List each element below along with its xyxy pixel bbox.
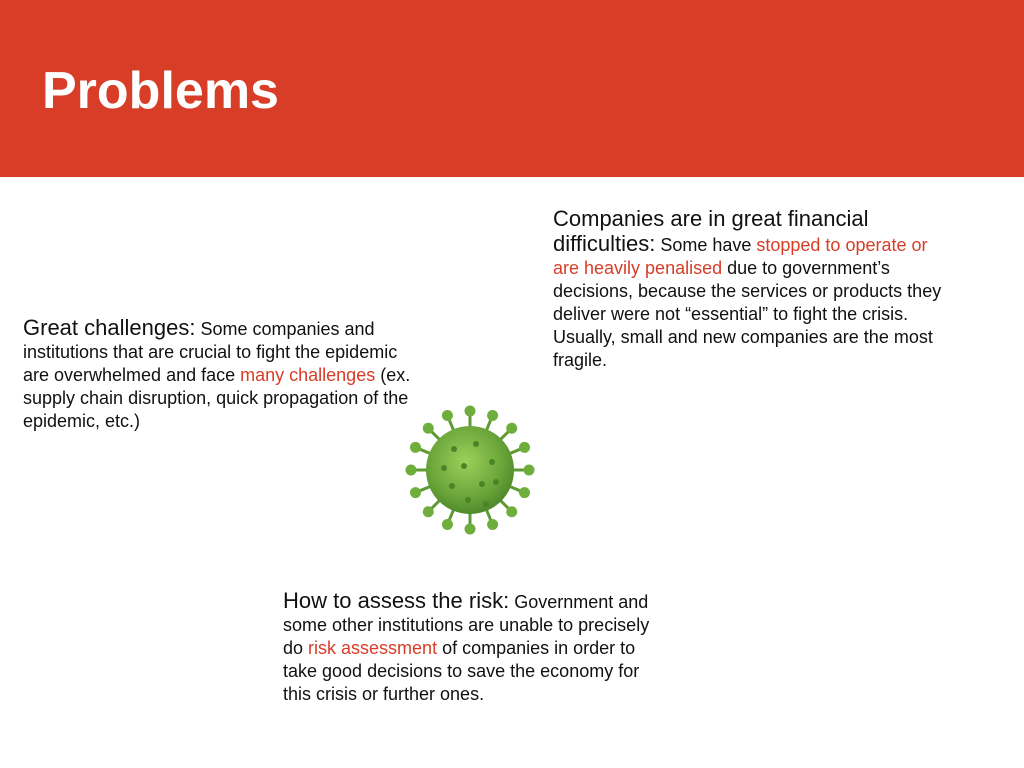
risk-assessment-text: Government and some other institutions are unable to precisely do	[283, 592, 650, 658]
title-banner	[0, 0, 1024, 177]
great-challenges-highlight: many challenges	[240, 365, 376, 385]
slide-title: Problems	[42, 62, 279, 120]
financial-difficulties-text: Some have	[655, 235, 757, 255]
great-challenges-block	[23, 316, 415, 433]
financial-difficulties-text-end: due to government’s decisions, because the services or products they deliver were not “essential” to fight the crisis. Usually, small and new companies are the most fragile.	[553, 258, 942, 370]
financial-difficulties-heading: Companies are in great financial difficulties:	[553, 206, 869, 256]
risk-assessment-heading: How to assess the risk:	[283, 588, 510, 613]
financial-difficulties-block	[553, 207, 943, 372]
great-challenges-heading: Great challenges:	[23, 315, 196, 340]
coronavirus-icon	[404, 404, 536, 536]
risk-assessment-block	[283, 589, 668, 706]
financial-difficulties-highlight: stopped to operate or are heavily penalised	[553, 235, 928, 278]
risk-assessment-highlight: risk assessment	[308, 638, 438, 658]
risk-assessment-text-end: of companies in order to take good decisions to save the economy for this crisis or further ones.	[283, 638, 640, 704]
great-challenges-text-end: (ex. supply chain disruption, quick propagation of the epidemic, etc.)	[23, 365, 411, 431]
great-challenges-text: Some companies and institutions that are crucial to fight the epidemic are overwhelmed and face	[23, 319, 398, 385]
